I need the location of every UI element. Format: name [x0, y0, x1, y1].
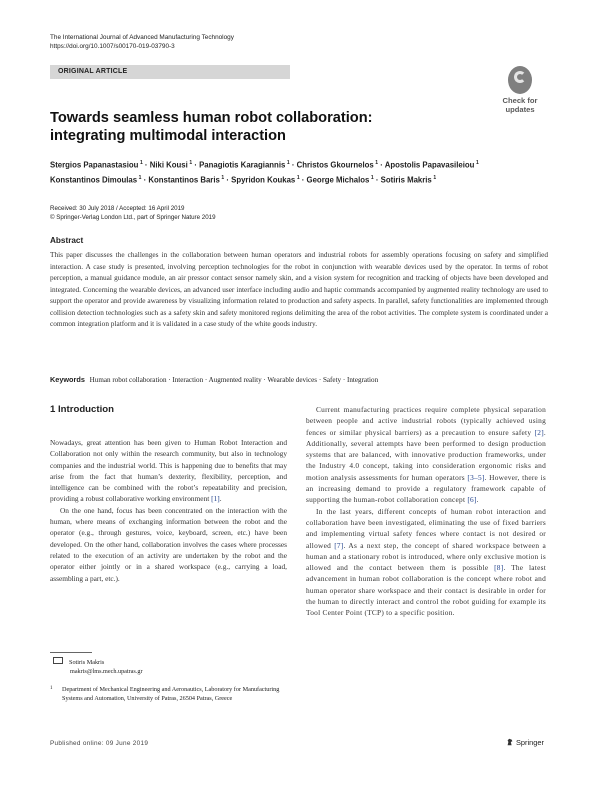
- author-affiliation-marker: 1: [138, 174, 142, 181]
- journal-name: The International Journal of Advanced Manufacturing Technology: [50, 34, 234, 41]
- keywords-label: Keywords: [50, 375, 85, 384]
- correspondence: [50, 657, 280, 676]
- author-name[interactable]: Spyridon Koukas: [231, 175, 296, 185]
- author-separator: ·: [192, 160, 200, 170]
- springer-horse-icon: [506, 738, 514, 746]
- citation-link[interactable]: [2]: [534, 427, 544, 437]
- author-affiliation-marker: 1: [286, 160, 290, 166]
- author-line-2: [50, 172, 550, 187]
- keywords-list: Human robot collaboration · Interaction · Augmented reality · Wearable devices · Safety · Integration: [89, 376, 379, 384]
- refresh-icon: [508, 66, 532, 94]
- copyright-notice: © Springer-Verlag London Ltd., part of Springer Nature 2019: [50, 213, 216, 221]
- intro-paragraph-3: Current manufacturing practices require complete physical separation between people and active industrial robots (typically achieved using fences or similar physical barriers) as a precaution to ensure safety [2]. Additionally, several attempts have been performed to design production systems that are balanced, with innovative production frameworks, under the Industry 4.0 concept, taking into consideration ergonomic risks and motion analysis assessments for human operators [3–5]. However, there is an increasing demand to provide a regulatory framework capable of supporting the human-robot collaboration concept [6].: [306, 405, 546, 505]
- title-line-2: integrating multimodal interaction: [50, 128, 286, 144]
- author-affiliation-marker: 1: [189, 160, 193, 166]
- author-affiliation-marker: 1: [370, 174, 374, 181]
- intro-paragraph-2: On the one hand, focus has been concentrated on the interaction with the human, where means of exchanging information between the robot and the operator (e.g., through gestures, voice, keyboard, screen, etc.) have been developed. On the other hand, collaboration involves the cases where processes related to the execution of an activity are undertaken by the robot and the operator either jointly or in a shared workspace (e.g., carrying a load, assembling a part, etc.).: [50, 505, 287, 583]
- author-affiliation-marker: 1: [296, 174, 300, 181]
- author-separator: ·: [142, 160, 150, 170]
- corresponding-author: Sotiris Makris: [69, 659, 105, 666]
- article-dates: [50, 205, 450, 222]
- author-name[interactable]: Konstantinos Dimoulas: [50, 175, 138, 185]
- check-for-updates-button[interactable]: [488, 66, 552, 124]
- journal-header: [50, 33, 234, 51]
- paper-title: [50, 109, 470, 145]
- author-separator: ·: [224, 175, 232, 185]
- author-separator: ·: [299, 175, 307, 185]
- publisher-name: Springer: [516, 738, 544, 747]
- author-line-1: [50, 157, 550, 172]
- author-name[interactable]: Niki Kousi: [149, 160, 188, 170]
- author-separator: ·: [378, 160, 385, 170]
- doi-link[interactable]: https://doi.org/10.1007/s00170-019-03790-3: [50, 43, 175, 50]
- affiliation-text: Department of Mechanical Engineering and Aeronautics, Laboratory for Manufacturing Systems and Automation, University of Patras, 26504 Patras, Greece: [62, 686, 280, 702]
- article-type-badge: ORIGINAL ARTICLE: [50, 65, 290, 79]
- author-list: [50, 157, 550, 186]
- author-name[interactable]: Stergios Papanastasiou: [50, 160, 139, 170]
- author-name[interactable]: Apostolis Papavasileiou: [384, 160, 475, 170]
- springer-logo: [506, 738, 544, 747]
- author-name[interactable]: Panagiotis Karagiannis: [199, 160, 286, 170]
- affiliation-number: 1: [50, 686, 53, 691]
- author-affiliation-marker: 1: [221, 174, 225, 181]
- right-column: [306, 404, 546, 619]
- author-name[interactable]: Christos Gkournelos: [296, 160, 374, 170]
- abstract-heading: Abstract: [50, 236, 84, 245]
- footnote-divider: [50, 652, 92, 653]
- author-affiliation-marker: 1: [475, 160, 479, 166]
- intro-paragraph-4: In the last years, different concepts of human robot interaction and collaboration have been investigated, eliminating the use of fixed barriers and implementing virtual safety fences where contact is not desired or allowed [7]. As a next step, the concept of shared workspace between a human and a stationary robot is introduced, where only exclusive motion is allowed and the contact between them is possible [8]. The latest advancement in human robot collaboration is the concept where robot and human operator share workspace and their contact is desirable in order for the human to directly interact and control the robot guiding for example its Tool Center Point (TCP) to a specific position.: [306, 506, 546, 618]
- citation-link[interactable]: [1]: [211, 494, 220, 504]
- citation-link[interactable]: [8]: [494, 563, 504, 573]
- author-separator: ·: [289, 160, 297, 170]
- author-affiliation-marker: 1: [433, 174, 437, 181]
- affiliation: [50, 686, 288, 703]
- check-updates-line2: updates: [505, 104, 535, 114]
- section-heading-introduction: 1 Introduction: [50, 404, 114, 415]
- author-name[interactable]: Konstantinos Baris: [148, 175, 220, 185]
- corresponding-email[interactable]: makris@lms.mech.upatras.gr: [70, 667, 143, 675]
- published-online-date: Published online: 09 June 2019: [50, 740, 149, 747]
- author-affiliation-marker: 1: [375, 160, 379, 166]
- author-separator: ·: [373, 175, 381, 185]
- citation-link[interactable]: [3–5]: [467, 472, 485, 482]
- author-name[interactable]: George Michalos: [306, 175, 370, 185]
- left-column: [50, 404, 287, 584]
- author-separator: ·: [141, 175, 149, 185]
- intro-paragraph-1: Nowadays, great attention has been given to Human Robot Interaction and Collaboration not only within the research community, but also in technology companies and the industrial world. This is happening due to benefits that may arise from the fact that human’s dexterity, flexibility, perception, and intelligence can be combined with the robot’s repeatability and precision, providing a robust collaborative working environment [1].: [50, 438, 287, 504]
- keywords: [50, 375, 548, 384]
- envelope-icon: [53, 657, 63, 664]
- received-accepted-dates: Received: 30 July 2018 / Accepted: 16 April 2019: [50, 205, 185, 212]
- author-affiliation-marker: 1: [139, 160, 143, 166]
- title-line-1: Towards seamless human robot collaboration:: [50, 110, 373, 126]
- citation-link[interactable]: [6]: [467, 495, 477, 505]
- citation-link[interactable]: [7]: [334, 540, 344, 550]
- abstract-text: This paper discusses the challenges in the collaboration between human operators and industrial robots for assembly operations focusing on safety and simplified interaction. A case study is presented, involving perception technologies for the robot in conjunction with wearable devices used by the operator. In terms of robot perception, a manual guidance module, an air pressor contact sensor namely skin, and a vision system for recognition and tracking of objects have been developed and integrated. Concerning the wearable devices, an advanced user interface including audio and haptic commands accompanied by augmented reality technology are used to support the operator and provide awareness by visualizing information related to production and safety aspects. In parallel, safety functionalities are implemented through collision detection technologies such as a safety skin and safety monitored regions delimiting the area of the robot activities. The complete system is coordinated under a common integration platform and it is validated in a case study of the white goods industry.: [50, 250, 548, 328]
- author-name[interactable]: Sotiris Makris: [380, 175, 432, 185]
- check-updates-line1: Check for: [502, 96, 538, 105]
